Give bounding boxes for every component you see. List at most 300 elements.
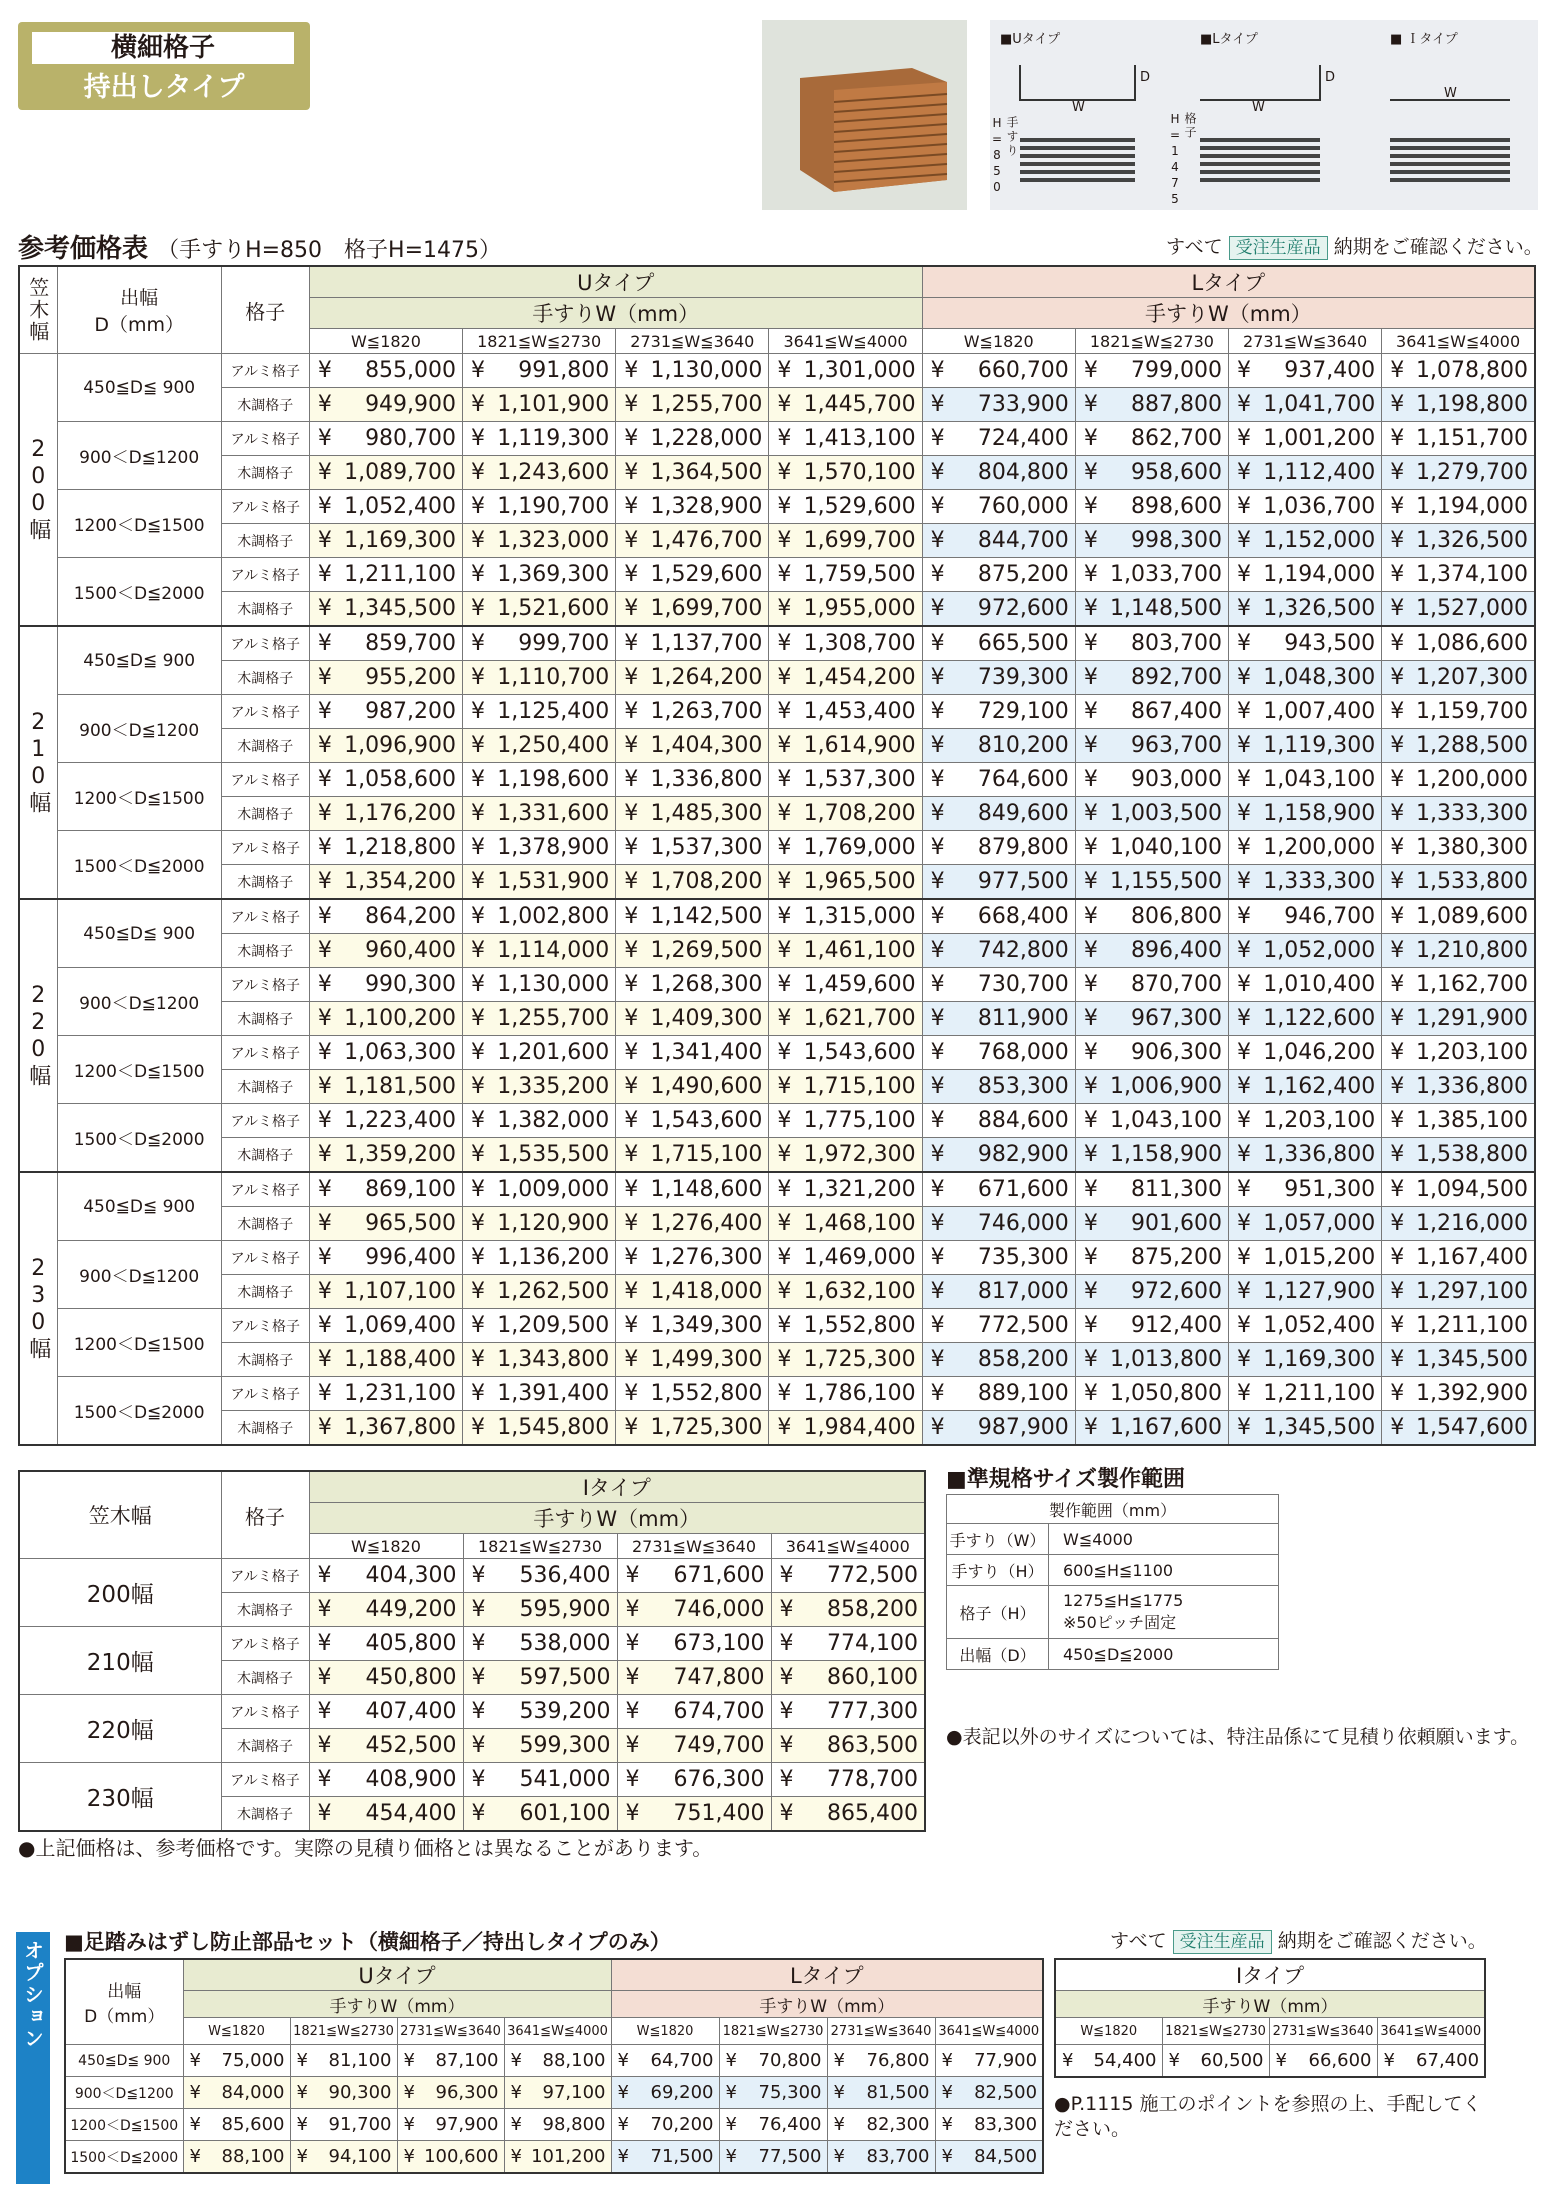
- yen-sign: ¥: [779, 1801, 794, 1826]
- yen-sign: ¥: [296, 2050, 308, 2071]
- price-value: 1,345,500: [1263, 1415, 1376, 1440]
- price-row: [19, 1343, 1535, 1377]
- l-price-cell: [922, 1138, 1075, 1173]
- spec-value: [1049, 1524, 1279, 1555]
- w-range-header: W≦1820: [922, 329, 1075, 354]
- l-price-cell: [1075, 729, 1228, 763]
- yen-sign: ¥: [1083, 801, 1098, 826]
- yen-sign: ¥: [189, 2082, 201, 2103]
- option-i-price-cell: [1162, 2045, 1269, 2078]
- l-price-cell: [1075, 626, 1228, 661]
- option-d-range-cell: 900＜D≦1200: [65, 2077, 183, 2109]
- yen-sign: ¥: [471, 1381, 486, 1406]
- yen-sign: ¥: [1083, 1040, 1098, 1065]
- l-price-cell: [922, 1309, 1075, 1343]
- yen-sign: ¥: [624, 1074, 639, 1099]
- yen-sign: ¥: [625, 1597, 640, 1622]
- price-value: 870,700: [1131, 972, 1222, 997]
- price-row: [19, 524, 1535, 558]
- option-price-cell: [290, 2109, 397, 2141]
- yen-sign: ¥: [1390, 1006, 1405, 1031]
- price-value: 1,127,900: [1263, 1279, 1376, 1304]
- price-value: 1,354,200: [344, 869, 457, 894]
- yen-sign: ¥: [471, 869, 486, 894]
- price-value: 943,500: [1284, 631, 1376, 656]
- u-price-cell: [616, 354, 769, 388]
- d-range-cell: 450≦D≦ 900: [57, 354, 221, 422]
- price-value: 1,155,500: [1110, 869, 1222, 894]
- l-price-cell: [922, 1002, 1075, 1036]
- u-price-cell: [616, 968, 769, 1002]
- yen-sign: ¥: [624, 596, 639, 621]
- yen-sign: ¥: [624, 767, 639, 792]
- u-price-cell: [309, 558, 462, 592]
- l-price-cell: [922, 354, 1075, 388]
- u-price-cell: [309, 968, 462, 1002]
- i-price-cell: [463, 1593, 617, 1627]
- u-price-cell: [769, 1275, 922, 1309]
- kasagi-width-cell: 200幅: [19, 354, 57, 627]
- yen-sign: ¥: [930, 938, 945, 963]
- l-price-cell: [1382, 354, 1535, 388]
- option-i-w-header: 手すりW（mm）: [1055, 1991, 1485, 2018]
- yen-sign: ¥: [1083, 1347, 1098, 1372]
- price-value: 1,543,600: [803, 1040, 916, 1065]
- price-value: 1,003,500: [1110, 801, 1222, 826]
- option-price-cell: [611, 2045, 719, 2077]
- price-value: 742,800: [977, 938, 1069, 963]
- yen-sign: ¥: [1083, 1142, 1098, 1167]
- price-value: 739,300: [977, 665, 1069, 690]
- i-price-cell: [463, 1627, 617, 1661]
- spec-value-note: ※50ピッチ固定: [1063, 1613, 1177, 1632]
- option-d-range-cell: 1200＜D≦1500: [65, 2109, 183, 2141]
- price-value: 747,800: [673, 1665, 765, 1690]
- yen-sign: ¥: [930, 1347, 945, 1372]
- l-price-cell: [1229, 1275, 1382, 1309]
- yen-sign: ¥: [403, 2146, 415, 2167]
- price-value: 1,341,400: [650, 1040, 763, 1065]
- yen-sign: ¥: [403, 2050, 415, 2071]
- price-value: 1,288,500: [1416, 733, 1528, 758]
- yen-sign: ¥: [625, 1801, 640, 1826]
- category-badge: [18, 22, 310, 110]
- price-value: 1,255,700: [497, 1006, 610, 1031]
- yen-sign: ¥: [1083, 835, 1098, 860]
- u-price-cell: [309, 388, 462, 422]
- price-value: 1,148,500: [1110, 596, 1222, 621]
- i-handrail-w-header: 手すりW（mm）: [309, 1503, 925, 1534]
- price-value: 1,198,800: [1416, 392, 1528, 417]
- yen-sign: ¥: [624, 1245, 639, 1270]
- l-price-cell: [1075, 1070, 1228, 1104]
- yen-sign: ¥: [777, 1313, 792, 1338]
- price-value: 1,537,300: [650, 835, 763, 860]
- price-value: 673,100: [673, 1631, 765, 1656]
- price-value: 1,269,500: [650, 938, 763, 963]
- l-price-cell: [1229, 1104, 1382, 1138]
- l-price-cell: [1382, 1104, 1535, 1138]
- i-lattice-type-cell: アルミ格子: [221, 1695, 309, 1729]
- price-row: [19, 1138, 1535, 1173]
- yen-sign: ¥: [317, 426, 332, 451]
- yen-sign: ¥: [617, 2114, 629, 2135]
- l-price-cell: [922, 1241, 1075, 1275]
- yen-sign: ¥: [317, 835, 332, 860]
- price-value: 892,700: [1131, 665, 1222, 690]
- yen-sign: ¥: [624, 1108, 639, 1133]
- yen-sign: ¥: [1237, 938, 1251, 963]
- order-note-suffix: 納期をご確認ください。: [1333, 236, 1543, 258]
- handrail-height-label: 手すりH=850: [990, 116, 1019, 196]
- u-price-cell: [463, 1104, 616, 1138]
- l-price-cell: [1229, 1036, 1382, 1070]
- u-price-cell: [309, 899, 462, 934]
- option-price-cell: [827, 2109, 935, 2141]
- lattice-type-cell: 木調格子: [221, 1070, 309, 1104]
- i-price-row: [19, 1627, 925, 1661]
- l-price-cell: [1229, 695, 1382, 729]
- yen-sign: ¥: [471, 528, 486, 553]
- price-value: 76,400: [758, 2114, 822, 2135]
- lattice-type-cell: 木調格子: [221, 456, 309, 490]
- yen-sign: ¥: [777, 562, 792, 587]
- price-value: 906,300: [1131, 1040, 1222, 1065]
- lattice-type-cell: 木調格子: [221, 1275, 309, 1309]
- price-value: 1,531,900: [497, 869, 610, 894]
- price-value: 1,228,000: [650, 426, 763, 451]
- yen-sign: ¥: [777, 665, 792, 690]
- option-ref-note: ●P.1115 施工のポイントを参照の上、手配してください。: [1054, 2093, 1482, 2140]
- price-value: 1,112,400: [1263, 460, 1376, 485]
- lattice-type-cell: アルミ格子: [221, 695, 309, 729]
- option-w-range-header: W≦1820: [183, 2018, 290, 2045]
- option-price-cell: [719, 2077, 827, 2109]
- u-price-cell: [309, 1411, 462, 1446]
- i-price-cell: [463, 1763, 617, 1797]
- yen-sign: ¥: [471, 733, 486, 758]
- l-price-cell: [922, 661, 1075, 695]
- price-value: 97,100: [542, 2082, 606, 2103]
- l-price-cell: [1229, 831, 1382, 865]
- yen-sign: ¥: [777, 596, 792, 621]
- yen-sign: ¥: [777, 1415, 792, 1440]
- yen-sign: ¥: [1237, 528, 1251, 553]
- spec-row: [947, 1524, 1279, 1555]
- yen-sign: ¥: [1390, 358, 1405, 383]
- lattice-type-cell: アルミ格子: [221, 1377, 309, 1411]
- w-range-header: 1821≦W≦2730: [1075, 329, 1228, 354]
- l-price-cell: [1382, 763, 1535, 797]
- u-price-cell: [616, 729, 769, 763]
- yen-sign: ¥: [317, 869, 332, 894]
- l-price-cell: [1382, 661, 1535, 695]
- u-price-cell: [309, 1104, 462, 1138]
- yen-sign: ¥: [1390, 835, 1405, 860]
- price-value: 858,200: [827, 1597, 919, 1622]
- yen-sign: ¥: [471, 392, 486, 417]
- yen-sign: ¥: [1390, 1211, 1405, 1236]
- lattice-type-cell: アルミ格子: [221, 490, 309, 524]
- yen-sign: ¥: [317, 1279, 332, 1304]
- price-value: 83,700: [866, 2146, 930, 2167]
- spec-key: 手すり（W）: [947, 1524, 1049, 1555]
- lattice-type-cell: アルミ格子: [221, 1241, 309, 1275]
- u-price-cell: [463, 1343, 616, 1377]
- l-price-cell: [1229, 422, 1382, 456]
- price-row: [19, 626, 1535, 661]
- product-photo: [762, 20, 967, 210]
- yen-sign: ¥: [317, 1347, 332, 1372]
- yen-sign: ¥: [317, 665, 332, 690]
- u-price-cell: [463, 1309, 616, 1343]
- option-price-cell: [504, 2141, 611, 2174]
- l-price-cell: [1229, 592, 1382, 627]
- yen-sign: ¥: [1390, 1040, 1405, 1065]
- yen-sign: ¥: [1083, 494, 1098, 519]
- w-range-header: 3641≦W≦4000: [771, 1534, 925, 1559]
- kasagi-header: 笠木幅: [19, 266, 57, 354]
- i-price-cell: [617, 1627, 771, 1661]
- yen-sign: ¥: [777, 460, 792, 485]
- l-price-cell: [1229, 558, 1382, 592]
- yen-sign: ¥: [1390, 1108, 1405, 1133]
- l-price-cell: [1075, 1309, 1228, 1343]
- u-price-cell: [616, 626, 769, 661]
- price-value: 88,100: [542, 2050, 606, 2071]
- yen-sign: ¥: [777, 801, 792, 826]
- u-price-cell: [616, 1002, 769, 1036]
- u-price-cell: [309, 797, 462, 831]
- l-price-cell: [1229, 729, 1382, 763]
- yen-sign: ¥: [930, 801, 945, 826]
- price-value: 1,009,000: [497, 1177, 610, 1202]
- l-price-cell: [1075, 354, 1228, 388]
- option-price-row: [65, 2141, 1043, 2174]
- lattice-type-cell: アルミ格子: [221, 1104, 309, 1138]
- price-value: 674,700: [673, 1699, 765, 1724]
- price-value: 1,552,800: [803, 1313, 916, 1338]
- type-plan-drawings: [990, 20, 1538, 210]
- price-value: 1,972,300: [803, 1142, 916, 1167]
- yen-sign: ¥: [930, 1074, 945, 1099]
- l-type-label: ■Lタイプ: [1200, 32, 1258, 47]
- l-price-cell: [1382, 1411, 1535, 1446]
- option-side-label: オプション: [20, 1940, 45, 2050]
- u-price-cell: [309, 1377, 462, 1411]
- price-row: [19, 934, 1535, 968]
- price-value: 1,207,300: [1416, 665, 1528, 690]
- u-price-cell: [769, 1309, 922, 1343]
- price-value: 1,040,100: [1110, 835, 1222, 860]
- price-value: 1,547,600: [1416, 1415, 1528, 1440]
- l-price-cell: [1075, 1343, 1228, 1377]
- option-order-note: [1110, 1926, 1487, 1954]
- yen-sign: ¥: [833, 2050, 845, 2071]
- price-value: 1,211,100: [1416, 1313, 1528, 1338]
- yen-sign: ¥: [617, 2050, 629, 2071]
- price-value: 1,162,700: [1416, 972, 1528, 997]
- price-value: 1,301,000: [803, 358, 916, 383]
- yen-sign: ¥: [930, 1142, 945, 1167]
- lattice-type-cell: 木調格子: [221, 1343, 309, 1377]
- lattice-type-cell: アルミ格子: [221, 899, 309, 934]
- l-price-cell: [1382, 1138, 1535, 1173]
- price-value: 1,769,000: [803, 835, 916, 860]
- yen-sign: ¥: [1390, 1347, 1405, 1372]
- yen-sign: ¥: [624, 562, 639, 587]
- option-i-price-cell: [1377, 2045, 1485, 2078]
- option-i-price-table: [1054, 1958, 1486, 2078]
- option-price-cell: [719, 2045, 827, 2077]
- price-value: 1,537,300: [803, 767, 916, 792]
- price-value: 729,100: [977, 699, 1069, 724]
- price-row: [19, 1104, 1535, 1138]
- yen-sign: ¥: [317, 767, 332, 792]
- yen-sign: ¥: [624, 733, 639, 758]
- yen-sign: ¥: [317, 596, 332, 621]
- price-value: 965,500: [365, 1211, 457, 1236]
- price-value: 88,100: [221, 2146, 285, 2167]
- yen-sign: ¥: [777, 1006, 792, 1031]
- price-value: 862,700: [1131, 426, 1222, 451]
- l-price-cell: [1382, 490, 1535, 524]
- u-price-cell: [616, 1377, 769, 1411]
- price-value: 538,000: [519, 1631, 611, 1656]
- price-value: 990,300: [365, 972, 457, 997]
- yen-sign: ¥: [1083, 1381, 1098, 1406]
- price-value: 804,800: [977, 460, 1069, 485]
- yen-sign: ¥: [1237, 358, 1251, 383]
- order-note: [1166, 232, 1543, 260]
- price-value: 660,700: [977, 358, 1069, 383]
- yen-sign: ¥: [1390, 767, 1405, 792]
- yen-sign: ¥: [1083, 972, 1098, 997]
- option-i-price-cell: [1055, 2045, 1162, 2078]
- yen-sign: ¥: [625, 1733, 640, 1758]
- yen-sign: ¥: [471, 1040, 486, 1065]
- price-table-title-main: 参考価格表: [18, 234, 149, 264]
- l-price-cell: [1382, 592, 1535, 627]
- yen-sign: ¥: [930, 1381, 945, 1406]
- u-price-cell: [616, 1275, 769, 1309]
- l-price-cell: [922, 592, 1075, 627]
- price-value: 1,380,300: [1416, 835, 1528, 860]
- price-value: 1,715,100: [650, 1142, 763, 1167]
- u-price-cell: [309, 1002, 462, 1036]
- price-row: [19, 354, 1535, 388]
- yen-sign: ¥: [930, 1279, 945, 1304]
- u-price-cell: [769, 968, 922, 1002]
- u-price-cell: [769, 1172, 922, 1207]
- yen-sign: ¥: [725, 2114, 737, 2135]
- u-price-cell: [769, 1036, 922, 1070]
- d-range-cell: 1200＜D≦1500: [57, 1036, 221, 1104]
- price-value: 977,500: [977, 869, 1069, 894]
- price-value: 1,759,500: [803, 562, 916, 587]
- yen-sign: ¥: [1083, 665, 1098, 690]
- yen-sign: ¥: [471, 1733, 486, 1758]
- yen-sign: ¥: [471, 1279, 486, 1304]
- price-value: 452,500: [365, 1733, 457, 1758]
- price-value: 1,378,900: [497, 835, 610, 860]
- yen-sign: ¥: [725, 2082, 737, 2103]
- u-price-cell: [616, 1343, 769, 1377]
- yen-sign: ¥: [777, 1108, 792, 1133]
- u-price-cell: [616, 558, 769, 592]
- yen-sign: ¥: [624, 699, 639, 724]
- yen-sign: ¥: [471, 904, 486, 929]
- yen-sign: ¥: [1237, 699, 1251, 724]
- u-price-cell: [463, 899, 616, 934]
- yen-sign: ¥: [1083, 767, 1098, 792]
- price-value: 1,216,000: [1416, 1211, 1528, 1236]
- option-l-header: Lタイプ: [611, 1959, 1043, 1991]
- i-price-cell: [309, 1627, 463, 1661]
- yen-sign: ¥: [1237, 1279, 1251, 1304]
- u-price-cell: [616, 695, 769, 729]
- lattice-type-cell: 木調格子: [221, 524, 309, 558]
- yen-sign: ¥: [317, 1108, 332, 1133]
- lattice-height-label: 格子H=1475: [1168, 112, 1197, 208]
- price-value: 541,000: [519, 1767, 611, 1792]
- price-value: 1,570,100: [803, 460, 916, 485]
- price-value: 1,210,800: [1416, 938, 1528, 963]
- yen-sign: ¥: [1237, 904, 1251, 929]
- option-price-cell: [183, 2141, 290, 2174]
- price-value: 66,600: [1308, 2050, 1372, 2071]
- lattice-type-cell: 木調格子: [221, 797, 309, 831]
- price-value: 1,984,400: [803, 1415, 916, 1440]
- price-value: 1,264,200: [650, 665, 763, 690]
- yen-sign: ¥: [317, 1006, 332, 1031]
- badge-line1: 横細格子: [32, 32, 294, 64]
- price-value: 1,404,300: [650, 733, 763, 758]
- price-value: 998,300: [1131, 528, 1222, 553]
- i-price-row: [19, 1695, 925, 1729]
- lattice-type-cell: 木調格子: [221, 865, 309, 900]
- l-price-cell: [1075, 1207, 1228, 1241]
- price-value: 1,162,400: [1263, 1074, 1376, 1099]
- l-price-cell: [1382, 1002, 1535, 1036]
- price-value: 1,699,700: [803, 528, 916, 553]
- l-price-cell: [922, 1343, 1075, 1377]
- option-title: ■足踏みはずし防止部品セット（横細格子／持出しタイプのみ）: [64, 1930, 671, 1954]
- price-value: 1,096,900: [344, 733, 457, 758]
- option-order-prefix: すべて: [1110, 1930, 1167, 1952]
- u-price-cell: [616, 1241, 769, 1275]
- yen-sign: ¥: [317, 494, 332, 519]
- i-price-cell: [463, 1729, 617, 1763]
- yen-sign: ¥: [471, 1631, 486, 1656]
- price-value: 811,300: [1131, 1177, 1222, 1202]
- yen-sign: ¥: [471, 767, 486, 792]
- yen-sign: ¥: [471, 801, 486, 826]
- price-value: 1,725,300: [803, 1347, 916, 1372]
- option-price-cell: [290, 2077, 397, 2109]
- yen-sign: ¥: [779, 1699, 794, 1724]
- u-price-cell: [463, 354, 616, 388]
- price-value: 1,122,600: [1263, 1006, 1376, 1031]
- u-price-cell: [463, 1070, 616, 1104]
- yen-sign: ¥: [1237, 1006, 1251, 1031]
- i-kasagi-header: 笠木幅: [19, 1471, 221, 1559]
- i-price-cell: [309, 1695, 463, 1729]
- price-value: 1,089,600: [1416, 904, 1528, 929]
- yen-sign: ¥: [930, 494, 945, 519]
- w-range-header: 2731≦W≦3640: [616, 329, 769, 354]
- l-price-cell: [1229, 661, 1382, 695]
